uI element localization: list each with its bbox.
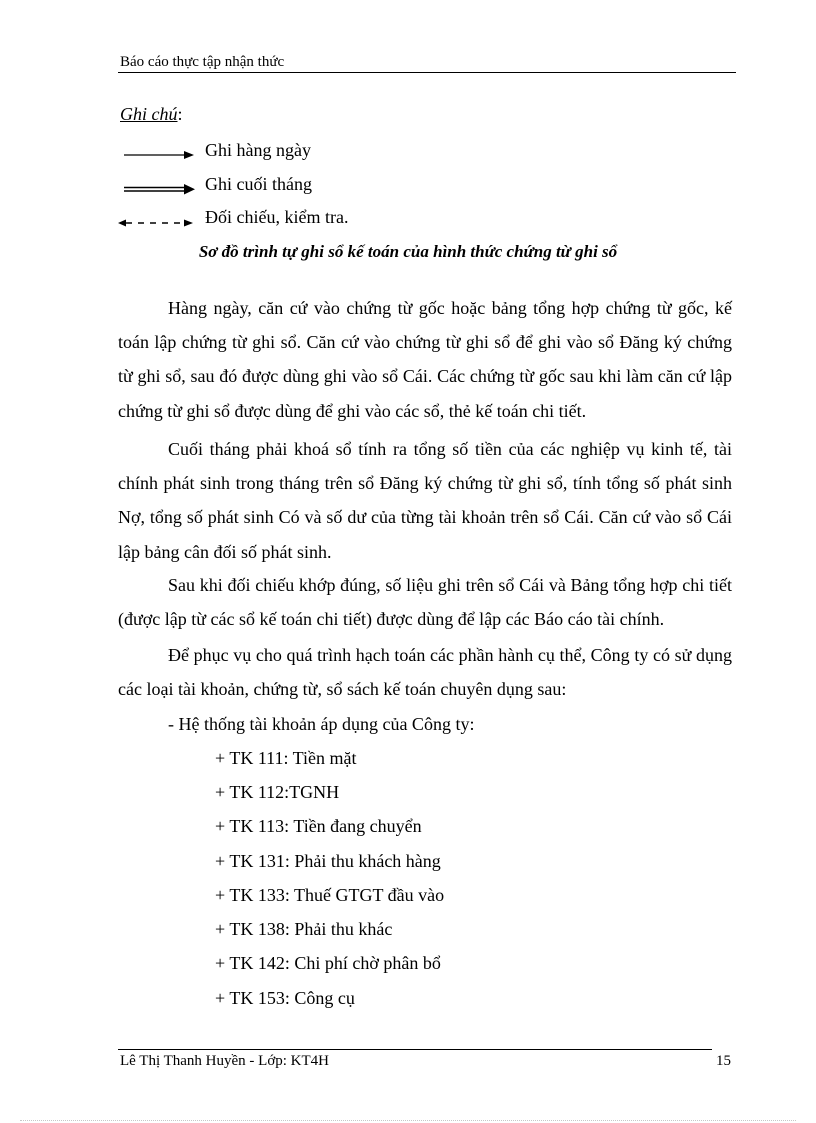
paragraph-text: Hàng ngày, căn cứ vào chứng từ gốc hoặc bảng tổng hợp chứng từ gốc, kế toán lập chứng từ ghi sổ. Căn cứ vào chứng từ ghi sổ để ghi vào sổ Đăng ký chứng từ ghi sổ, sau đó được dùng ghi vào sổ Cái. Các chứng từ gốc sau khi làm căn cứ lập chứng từ ghi sổ được dùng để ghi vào các sổ, thẻ kế toán chi tiết. bbox=[118, 298, 732, 421]
account-item: + TK 111: Tiền mặt bbox=[215, 748, 357, 768]
account-item: + TK 131: Phải thu khách hàng bbox=[215, 851, 441, 871]
paragraph bbox=[118, 291, 732, 428]
legend-item-label: Đối chiếu, kiểm tra. bbox=[205, 207, 349, 227]
legend-item-label: Ghi cuối tháng bbox=[205, 174, 312, 194]
diagram-caption: Sơ đồ trình tự ghi sổ kế toán của hình thức chứng từ ghi sổ bbox=[198, 242, 618, 261]
footer-rule bbox=[118, 1049, 712, 1050]
legend-item-reconcile bbox=[118, 207, 448, 231]
page-number: 15 bbox=[716, 1053, 731, 1069]
paragraph-text: Để phục vụ cho quá trình hạch toán các phần hành cụ thể, Công ty có sử dụng các loại tài khoản, chứng từ, sổ sách kế toán chuyên dụng sau: bbox=[118, 645, 732, 700]
account-item: + TK 153: Công cụ bbox=[215, 988, 355, 1008]
thick-arrow-right-icon bbox=[118, 174, 198, 198]
legend-item-monthly bbox=[118, 174, 448, 198]
account-item: + TK 133: Thuế GTGT đầu vào bbox=[215, 885, 445, 905]
paragraph-text: Cuối tháng phải khoá sổ tính ra tổng số tiền của các nghiệp vụ kinh tế, tài chính phát sinh trong tháng trên sổ Đăng ký chứng từ ghi sổ, tính tổng số phát sinh Nợ, tổng số phát sinh Có và số dư của từng tài khoản trên sổ Cái. Căn cứ vào sổ Cái lập bảng cân đối số phát sinh. bbox=[118, 439, 732, 562]
account-item: + TK 113: Tiền đang chuyển bbox=[215, 816, 422, 836]
legend-item-label: Ghi hàng ngày bbox=[205, 140, 311, 160]
page-header-title: Báo cáo thực tập nhận thức bbox=[120, 54, 285, 70]
paragraph bbox=[118, 638, 732, 706]
account-item: + TK 138: Phải thu khác bbox=[215, 919, 393, 939]
header-rule bbox=[118, 72, 736, 73]
paragraph bbox=[118, 568, 732, 636]
page-edge-divider bbox=[20, 1120, 796, 1121]
account-item: + TK 112:TGNH bbox=[215, 782, 340, 802]
legend-item-daily bbox=[118, 140, 448, 164]
dashed-double-arrow-icon bbox=[118, 207, 198, 231]
account-item: + TK 142: Chi phí chờ phân bổ bbox=[215, 953, 441, 973]
paragraph bbox=[118, 432, 732, 569]
legend-title bbox=[120, 104, 183, 125]
legend-title-text: Ghi chú bbox=[120, 104, 178, 124]
thin-arrow-right-icon bbox=[118, 140, 198, 164]
paragraph-text: Sau khi đối chiếu khớp đúng, số liệu ghi trên sổ Cái và Bảng tổng hợp chi tiết (được lập từ các sổ kế toán chi tiết) được dùng để lập các Báo cáo tài chính. bbox=[118, 575, 732, 630]
footer-author: Lê Thị Thanh Huyền - Lớp: KT4H bbox=[120, 1053, 330, 1069]
account-list-heading: - Hệ thống tài khoản áp dụng của Công ty: bbox=[168, 714, 475, 734]
legend-title-suffix: : bbox=[177, 104, 183, 124]
